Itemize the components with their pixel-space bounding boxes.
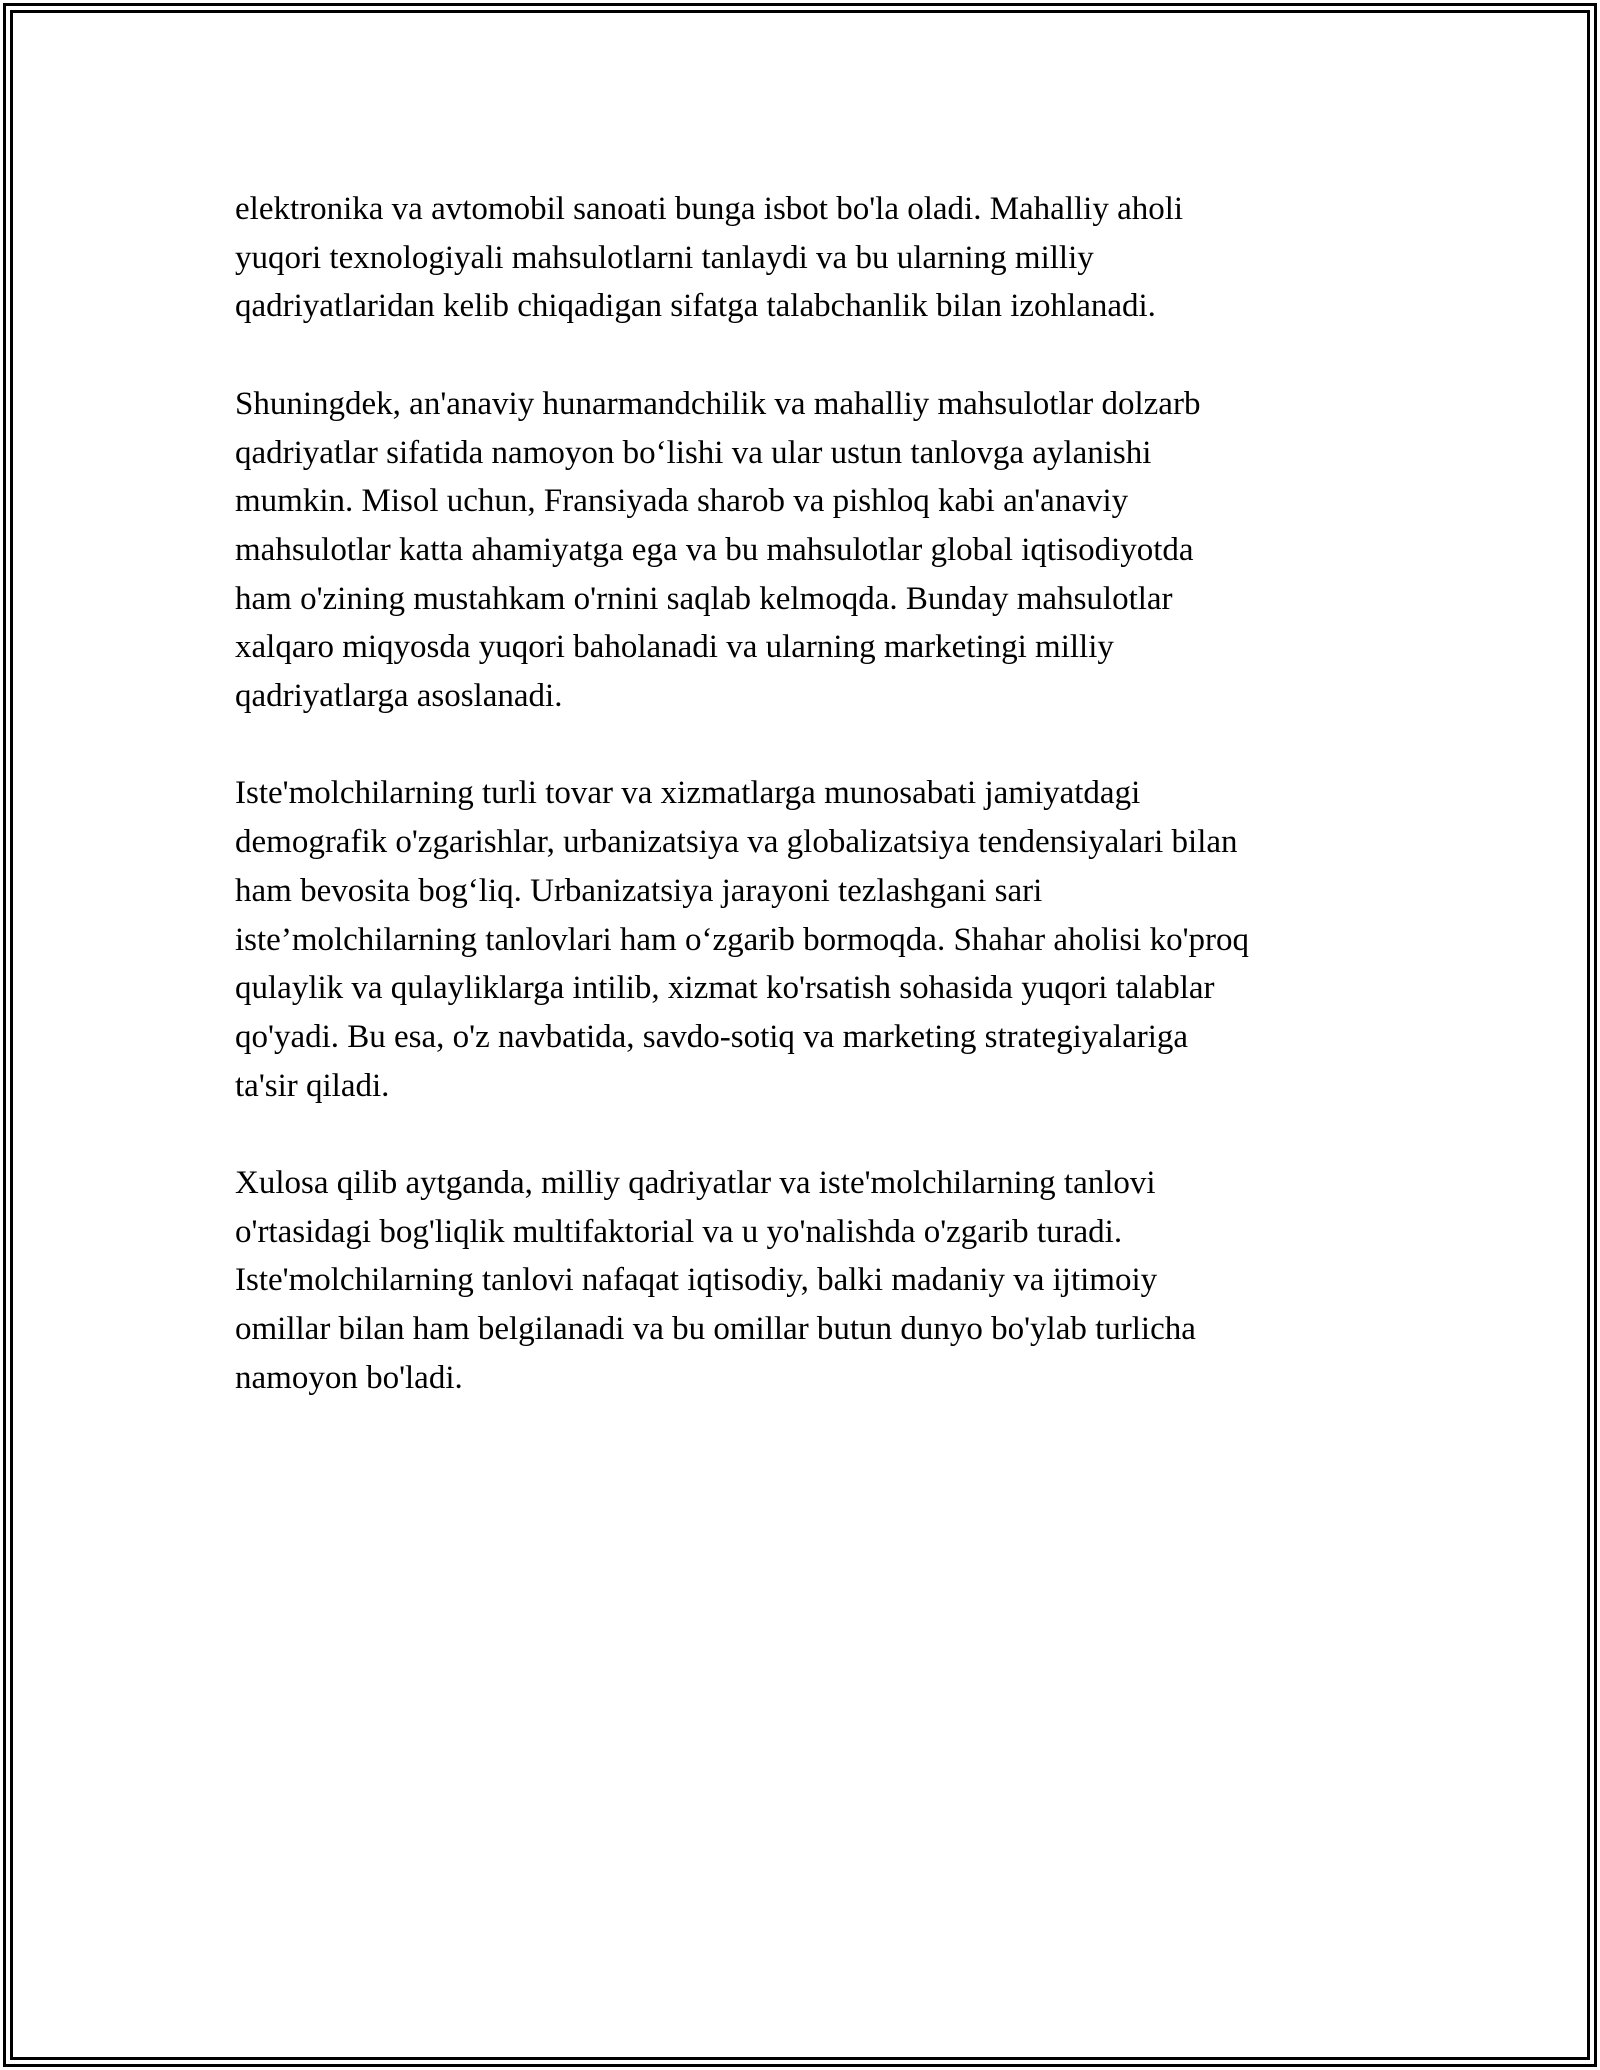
- text-line: iste’molchilarning tanlovlari ham o‘zgarib bormoqda. Shahar aholisi ko'proq: [235, 921, 1250, 958]
- paragraph-3: [235, 769, 1385, 1110]
- text-line: ham bevosita bog‘liq. Urbanizatsiya jarayoni tezlashgani sari: [235, 872, 1043, 909]
- text-line: qadriyatlaridan kelib chiqadigan sifatga talabchanlik bilan izohlanadi.: [235, 288, 1156, 325]
- text-line: o'rtasidagi bog'liqlik multifaktorial va u yo'nalishda o'zgarib turadi.: [235, 1213, 1123, 1250]
- text-line: Iste'molchilarning turli tovar va xizmatlarga munosabati jamiyatdagi: [235, 775, 1141, 812]
- text-line: Iste'molchilarning tanlovi nafaqat iqtisodiy, balki madaniy va ijtimoiy: [235, 1262, 1158, 1299]
- paragraph-1: [235, 185, 1385, 331]
- text-line: omillar bilan ham belgilanadi va bu omillar butun dunyo bo'ylab turlicha: [235, 1311, 1196, 1348]
- text-line: Xulosa qilib aytganda, milliy qadriyatlar va iste'molchilarning tanlovi: [235, 1165, 1156, 1202]
- text-line: yuqori texnologiyali mahsulotlarni tanlaydi va bu ularning milliy: [235, 239, 1094, 276]
- text-line: qadriyatlarga asoslanadi.: [235, 678, 563, 715]
- text-line: demografik o'zgarishlar, urbanizatsiya va globalizatsiya tendensiyalari bilan: [235, 824, 1238, 861]
- text-line: qo'yadi. Bu esa, o'z navbatida, savdo-sotiq va marketing strategiyalariga: [235, 1018, 1189, 1055]
- text-line: mumkin. Misol uchun, Fransiyada sharob va pishloq kabi an'anaviy: [235, 483, 1129, 520]
- text-line: qadriyatlar sifatida namoyon bo‘lishi va ular ustun tanlovga aylanishi: [235, 434, 1152, 471]
- text-line: xalqaro miqyosda yuqori baholanadi va ularning marketingi milliy: [235, 629, 1114, 666]
- text-line: namoyon bo'ladi.: [235, 1359, 463, 1396]
- text-line: qulaylik va qulayliklarga intilib, xizmat ko'rsatish sohasida yuqori talablar: [235, 970, 1215, 1007]
- paragraph-4: [235, 1159, 1385, 1403]
- document-body: [235, 185, 1385, 1451]
- text-line: mahsulotlar katta ahamiyatga ega va bu mahsulotlar global iqtisodiyotda: [235, 531, 1194, 568]
- text-line: ham o'zining mustahkam o'rnini saqlab kelmoqda. Bunday mahsulotlar: [235, 580, 1173, 617]
- paragraph-2: [235, 380, 1385, 721]
- text-line: Shuningdek, an'anaviy hunarmandchilik va mahalliy mahsulotlar dolzarb: [235, 385, 1201, 422]
- text-line: elektronika va avtomobil sanoati bunga isbot bo'la oladi. Mahalliy aholi: [235, 191, 1184, 227]
- text-line: ta'sir qiladi.: [235, 1067, 390, 1104]
